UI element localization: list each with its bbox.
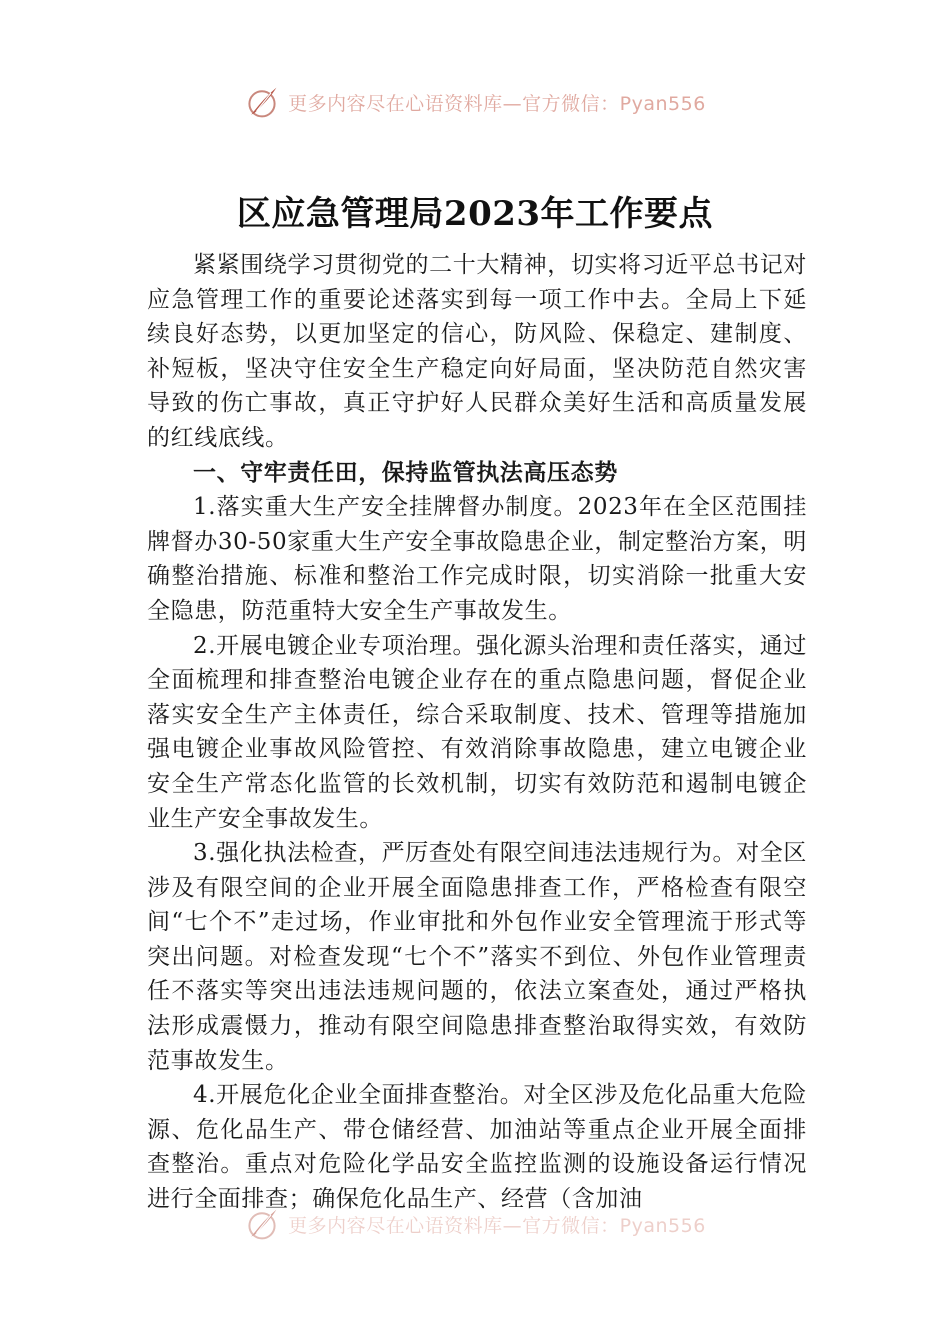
quill-pen-logo-icon [244,84,280,120]
document-body [147,248,807,1210]
section-heading: 一、守牢责任田，保持监管执法高压态势 [193,459,618,486]
list-item: 2.开展电镀企业专项治理。强化源头治理和责任落实，通过全面梳理和排查整治电镀企业存在的重点隐患问题，督促企业落实安全生产主体责任，综合采取制度、技术、管理等措施加强电镀企业事故风险管控、有效消除事故隐患，建立电镀企业安全生产常态化监管的长效机制，切实有效防范和遏制电镀企业生产安全事故发生。 [147,632,807,832]
watermark-footer [0,1206,950,1242]
page-title: 区应急管理局2023年工作要点 [236,194,714,234]
watermark-text: 更多内容尽在心语资料库—官方微信：Pyan556 [288,92,706,115]
list-item: 3.强化执法检查，严厉查处有限空间违法违规行为。对全区涉及有限空间的企业开展全面隐患排查工作，严格检查有限空间“七个不”走过场，作业审批和外包作业安全管理流于形式等突出问题。对检查发现“七个不”落实不到位、外包作业管理责任不落实等突出违法违规问题的，依法立案查处，通过严格执法形成震慑力，推动有限空间隐患排查整治取得实效，有效防范事故发生。 [147,840,807,1074]
list-item: 4.开展危化企业全面排查整治。对全区涉及危化品重大危险源、危化品生产、带仓储经营、加油站等重点企业开展全面排查整治。重点对危险化学品安全监控监测的设施设备运行情况进行全面排查；确保危化品生产、经营（含加油 [147,1082,807,1210]
quill-pen-logo-icon [244,1206,280,1242]
watermark-text: 更多内容尽在心语资料库—官方微信：Pyan556 [288,1214,706,1237]
watermark-header [0,82,950,122]
list-item: 1.落实重大生产安全挂牌督办制度。2023年在全区范围挂牌督办30-50家重大生产安全事故隐患企业，制定整治方案，明确整治措施、标准和整治工作完成时限，切实消除一批重大安全隐患，防范重特大安全生产事故发生。 [147,494,807,624]
intro-paragraph: 紧紧围绕学习贯彻党的二十大精神，切实将习近平总书记对应急管理工作的重要论述落实到每一项工作中去。全局上下延续良好态势，以更加坚定的信心，防风险、保稳定、建制度、补短板，坚决守住安全生产稳定向好局面，坚决防范自然灾害导致的伤亡事故，真正守护好人民群众美好生活和高质量发展的红线底线。 [147,252,807,451]
